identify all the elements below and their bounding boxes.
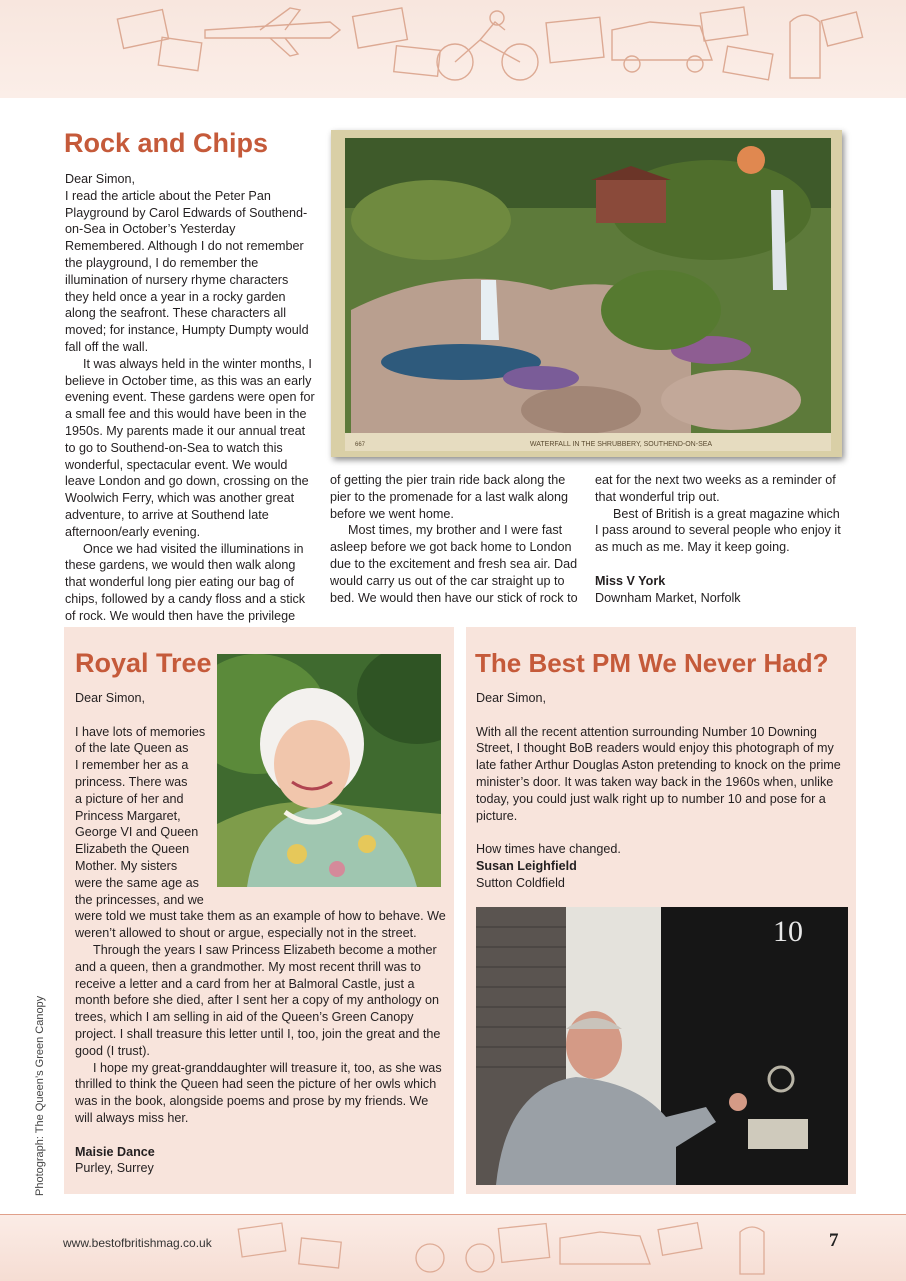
waterfall-postcard-illustration (331, 130, 842, 457)
postcard-number: 667 (355, 442, 366, 448)
wrap-line: Princess Margaret, (75, 808, 181, 823)
letter-icon (700, 7, 747, 41)
article-title-best-pm: The Best PM We Never Had? (475, 648, 829, 678)
article2-paragraph-1-rest: were told we must take them as an example of how to behave. We weren’t allowed to shout or argue, especially not in the street. (75, 909, 446, 941)
letter-greeting: Dear Simon, (75, 691, 145, 705)
article1-paragraph-4-cont: eat for the next two weeks as a reminder of that wonderful trip out. (595, 473, 836, 504)
article1-column-3 (595, 472, 845, 606)
wrap-line: of the late Queen as (75, 741, 189, 756)
letter-box-icon (748, 1119, 808, 1149)
door-number: 10 (773, 915, 803, 948)
article1-location: Downham Market, Norfolk (595, 590, 741, 605)
postman-bicycle-icon (455, 22, 520, 62)
parcel-icon (546, 17, 604, 62)
footer-website-link[interactable]: www.bestofbritishmag.co.uk (63, 1236, 212, 1250)
airplane-icon (205, 22, 340, 38)
parcel-icon (158, 37, 202, 70)
article1-column-1 (65, 171, 315, 625)
article2-body (75, 690, 447, 1177)
van-icon (612, 22, 712, 60)
article3-paragraph-1: With all the recent attention surrounding Number 10 Downing Street, I thought BoB readers would enjoy this photograph of my late father Arthur Douglas Aston pretending to knock on the prime minister’s door. It was taken way back in the 1960s when, unlike today, you could just walk right up to number 10 and pose for a picture. (476, 724, 841, 823)
wrap-line: princess. There was (75, 774, 188, 789)
photo-credit: Photograph: The Queen’s Green Canopy (34, 995, 46, 1196)
waterfall-icon (481, 280, 499, 340)
article3-signature: Susan Leighfield (476, 858, 577, 873)
waterfall-postcard-photo (331, 130, 842, 457)
article3-paragraph-2: How times have changed. (476, 842, 621, 857)
letter-icon (353, 8, 408, 48)
header-illustration (0, 0, 906, 98)
article-title-rock-and-chips: Rock and Chips (64, 128, 269, 158)
wrap-line: Mother. My sisters (75, 858, 178, 873)
article1-paragraph-4: Most times, my brother and I were fast asleep before we got back home to London due to the excitement and fresh sea air. Dad would carry us out of the car straight up to bed. We would then have our stick of rock to (330, 523, 578, 605)
pillar-box-icon (790, 15, 820, 78)
article1-paragraph-5: Best of British is a great magazine which I pass around to several people who enjoy it as much as me. May it keep going. (595, 506, 841, 555)
wrap-line: I have lots of memories (75, 724, 206, 739)
page-number: 7 (829, 1230, 839, 1251)
wrap-line: George VI and Queen (75, 825, 199, 840)
downing-street-photo (476, 907, 848, 1185)
letter-greeting: Dear Simon, (476, 691, 546, 705)
article2-paragraph-2: Through the years I saw Princess Elizabeth become a mother and a queen, then a grandmother. My most recent thrill was to receive a letter and a card from her at Balmoral Castle, just a month before she died, after I sent her a copy of my anthology on trees, which I am selling in aid of the Queen’s Green Canopy project. I shall treasure this letter until I, too, join the great and the good (I trust). (75, 942, 441, 1058)
article2-signature: Maisie Dance (75, 1144, 155, 1159)
wrap-line: Elizabeth the Queen (75, 842, 190, 857)
article1-paragraph-2: It was always held in the winter months, I believe in October time, as this was an early evening event. These gardens were open for a small fee and this would have been in the 1950s. My parents made it our annual treat to go to Southend-on-Sea to watch this wonderful, spectacular event. We would leave London and go down, crossing on the Woolwich Ferry, which was another great adventure, to arrive at Southend late afternoon/early evening. (65, 356, 315, 539)
article1-paragraph-3: Once we had visited the illuminations in these gardens, we would then walk along that wonderful long pier eating our bag of chips, followed by a candy floss and a stick of rock. We would then have the privilege (65, 541, 306, 623)
article3-location: Sutton Coldfield (476, 875, 565, 890)
letter-greeting: Dear Simon, (65, 172, 135, 186)
article-title-royal-tree: Royal Tree (75, 648, 212, 678)
article3-body (476, 690, 848, 892)
article2-paragraph-3: I hope my great-granddaughter will treasure it, too, as she was thrilled to think the Queen had seen the picture of her owls which was in the book, alongside poems and prose by my friends. We will always miss her. (75, 1060, 442, 1125)
article2-wrapped-lines (75, 724, 447, 942)
downing-street-illustration (476, 907, 848, 1185)
article1-paragraph-3-cont: of getting the pier train ride back along the pier to the promenade for a last walk along before we went home. (330, 473, 569, 521)
article2-location: Purley, Surrey (75, 1161, 154, 1176)
wrap-line: I remember her as a (75, 758, 189, 773)
wrap-line: the princesses, and we (75, 892, 204, 907)
envelope-icon (394, 46, 440, 76)
article1-paragraph-1: I read the article about the Peter Pan Playground by Carol Edwards of Southend-on-Sea in October’s Yesterday Remembered. Although I do not remember the playground, I do remember the illumination of nursery rhyme characters they held once a year in a rocky garden along the seafront. These characters all moved; for instance, Humpty Dumpty would fall off the wall. (65, 188, 309, 354)
article1-column-2 (330, 472, 580, 606)
article1-signature: Miss V York (595, 573, 666, 588)
wrap-line: were the same age as (75, 875, 199, 890)
postcard-caption: WATERFALL IN THE SHRUBBERY, SOUTHEND-ON-SEA (529, 441, 713, 448)
wrap-line: a picture of her and (75, 791, 184, 806)
